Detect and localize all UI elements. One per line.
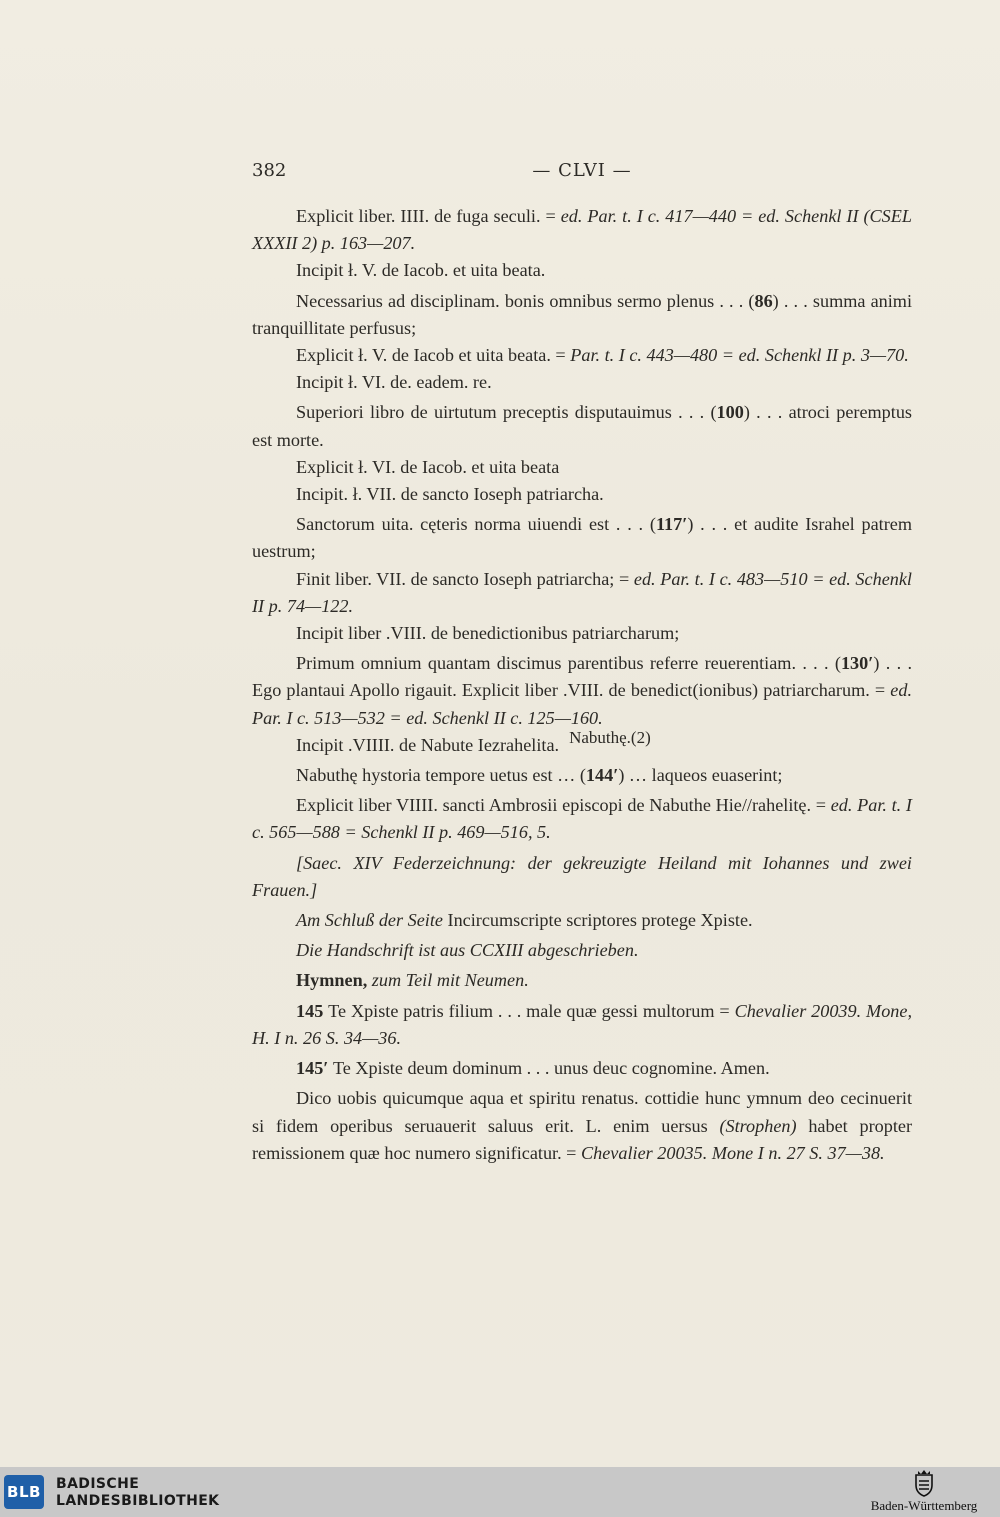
library-name-line2: LANDESBIBLIOTHEK: [56, 1493, 220, 1509]
chapter-title: — CLVI —: [532, 160, 632, 181]
italic-run: (Strophen): [719, 1115, 797, 1136]
folio-number: 144′: [585, 765, 619, 786]
italic-run: Die Handschrift ist aus CCXIII abgeschrieben.: [296, 940, 639, 961]
paragraph: [252, 1055, 912, 1082]
paragraph: [252, 907, 912, 934]
text-run: Te Xpiste patris filium . . . male quæ gessi multorum =: [328, 1000, 735, 1021]
paragraph: [252, 342, 912, 369]
paragraph: [252, 454, 912, 481]
text-run: ) . . . atroci peremptus est morte.: [252, 402, 912, 450]
paragraph: [252, 1085, 912, 1167]
paragraph: [252, 511, 912, 565]
text-run: Incipit ł. VI. de. eadem. re.: [296, 372, 492, 393]
folio-number: 86: [754, 290, 773, 311]
paragraph: [252, 850, 912, 904]
paragraph: [252, 399, 912, 453]
text-run: Dico uobis quicumque aqua et spiritu renatus. cottidie hunc ymnum deo cecinuerit si fidem operibus seruauerit saluus erit. L. enim uersus: [252, 1088, 912, 1136]
text-run: Incipit. ł. VII. de sancto Ioseph patriarcha.: [296, 484, 604, 505]
text-run: Incipit liber .VIII. de benedictionibus patriarcharum;: [296, 623, 680, 644]
text-run: habet propter remissionem quæ hoc numero significatur. =: [252, 1115, 912, 1163]
paragraph: [252, 620, 912, 647]
body-text: [252, 203, 912, 1167]
text-run: Incircumscripte scriptores protege Xpiste.: [447, 910, 753, 931]
italic-run: zum Teil mit Neumen.: [371, 970, 529, 991]
library-name[interactable]: [56, 1476, 219, 1510]
italic-run: Chevalier 20035. Mone I n. 27 S. 37—38.: [581, 1142, 885, 1163]
text-run: ) . . . Ego plantaui Apollo rigauit. Explicit liber .VIII. de benedict(ionibus) patriarcharum. =: [252, 653, 912, 701]
text-run: Explicit liber. IIII. de fuga seculi. =: [296, 206, 561, 226]
paragraph: [252, 967, 912, 994]
text-run: Finit liber. VII. de sancto Ioseph patriarcha; =: [296, 568, 634, 589]
text-run: Nabuthę hystoria tempore uetus est … (: [296, 765, 586, 786]
paragraph: [252, 650, 912, 732]
text-run: ) … laqueos euaserint;: [618, 765, 783, 786]
text-run: Explicit ł. V. de Iacob et uita beata. =: [296, 345, 571, 366]
text-run: ) . . . et audite Israhel patrem uestrum;: [252, 514, 912, 562]
folio-number: Hymnen,: [296, 970, 372, 991]
state-emblem: [854, 1468, 994, 1516]
paragraph: [252, 481, 912, 508]
text-run: Explicit liber VIIII. sancti Ambrosii episcopi de Nabuthe Hie//rahelitę. =: [296, 795, 831, 816]
coat-of-arms-icon: [913, 1469, 935, 1497]
text-run: ) . . . summa animi tranquillitate perfusus;: [252, 290, 912, 338]
italic-run: Am Schluß der Seite: [296, 910, 448, 931]
folio-number: 100: [716, 402, 744, 423]
italic-run: ed. Par. I c. 513—532 = ed. Schenkl II c. 125—160.: [252, 680, 912, 728]
italic-run: ed. Par. t. I c. 483—510 = ed. Schenkl II p. 74—122.: [252, 568, 912, 616]
page-number: 382: [252, 160, 287, 181]
paragraph: [252, 257, 912, 284]
folio-number: 145′: [296, 1058, 333, 1079]
paragraph: [252, 203, 912, 257]
paragraph: [252, 566, 912, 620]
text-run: Necessarius ad disciplinam. bonis omnibus sermo plenus . . . (: [296, 290, 755, 311]
paragraph: [252, 792, 912, 846]
text-run: Sanctorum uita. cęteris norma uiuendi est . . . (: [296, 514, 656, 535]
paragraph: [252, 998, 912, 1052]
logo-abbrev: BLB: [7, 1483, 41, 1501]
text-run: Superiori libro de uirtutum preceptis disputauimus . . . (: [296, 402, 717, 423]
text-run: Incipit ł. V. de Iacob. et uita beata.: [296, 260, 546, 281]
footer-bar: [0, 1467, 1000, 1517]
folio-number: 145: [296, 1000, 329, 1021]
paragraph: [252, 937, 912, 964]
folio-number: 130′: [840, 653, 874, 674]
paragraph: [252, 288, 912, 342]
text-run: Explicit ł. VI. de Iacob. et uita beata: [296, 456, 560, 477]
text-run: Te Xpiste deum dominum . . . unus deuc cognomine. Amen.: [332, 1058, 770, 1079]
paragraph: [252, 762, 912, 789]
page-header: [252, 160, 912, 186]
italic-run: Par. t. I c. 443—480 = ed. Schenkl II p. 3—70.: [570, 345, 909, 366]
italic-run: ed. Par. t. I c. 565—588 = Schenkl II p. 469—516, 5.: [252, 795, 912, 843]
library-name-line1: BADISCHE: [56, 1476, 140, 1492]
text-run: Incipit .VIIII. de Nabute Iezrahelita.: [296, 734, 560, 755]
italic-run: ed. Par. t. I c. 417—440 = ed. Schenkl II (CSEL XXXII 2) p. 163—207.: [252, 206, 913, 254]
italic-run: Chevalier 20039. Mone, H. I n. 26 S. 34—36.: [252, 1000, 912, 1048]
text-run: Primum omnium quantam discimus parentibus referre reuerentiam. . . . (: [296, 653, 841, 674]
marginal-note: Nabuthę.(2): [569, 727, 651, 747]
paragraph: [252, 727, 912, 759]
italic-run: [Saec. XIV Federzeichnung: der gekreuzigte Heiland mit Iohannes und zwei Frauen.]: [252, 852, 912, 900]
folio-number: 117′: [655, 514, 688, 535]
state-label: Baden-Württemberg: [870, 1498, 978, 1513]
blb-logo[interactable]: [4, 1475, 44, 1509]
paragraph: [252, 369, 912, 396]
